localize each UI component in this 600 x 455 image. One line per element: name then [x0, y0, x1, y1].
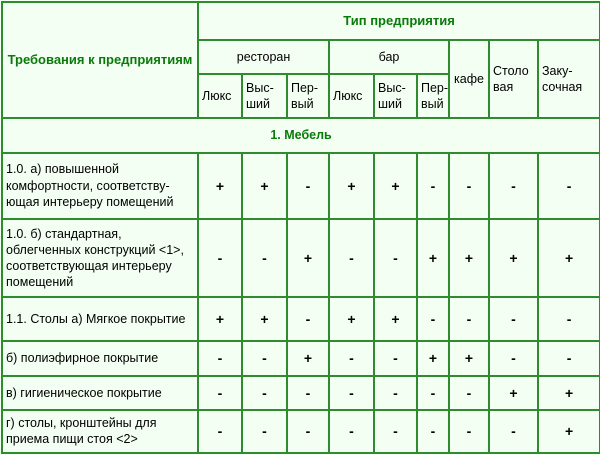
- table-cell: -: [489, 297, 538, 341]
- row-label: б) полиэфирное покрытие: [2, 341, 198, 375]
- table-cell: +: [489, 376, 538, 410]
- table-cell: -: [449, 410, 489, 453]
- table-cell: -: [198, 341, 242, 375]
- row-label: г) столы, кронштейны для приема пищи стоя <2>: [2, 410, 198, 453]
- bar-first-header: Пер-вый: [417, 74, 449, 118]
- table-cell: -: [329, 219, 374, 297]
- table-cell: -: [538, 341, 600, 375]
- bar-header: бар: [329, 40, 449, 74]
- table-cell: -: [449, 297, 489, 341]
- restaurant-first-header: Пер-вый: [287, 74, 329, 118]
- table-cell: -: [417, 410, 449, 453]
- row-label: 1.0. б) стандартная, облегченных конструкций <1>, соответствующая интерьеру помещений: [2, 219, 198, 297]
- table-cell: -: [287, 153, 329, 219]
- table-cell: +: [538, 376, 600, 410]
- table-row: [2, 297, 600, 341]
- table-cell: +: [449, 219, 489, 297]
- restaurant-header: ресторан: [198, 40, 329, 74]
- enterprise-type-header: Тип предприятия: [198, 2, 600, 40]
- table-cell: -: [538, 153, 600, 219]
- table-cell: +: [374, 153, 417, 219]
- table-row: [2, 219, 600, 297]
- table-cell: +: [242, 153, 287, 219]
- row-label: в) гигиеническое покрытие: [2, 376, 198, 410]
- bar-highest-header: Выс-ший: [374, 74, 417, 118]
- table-row: [2, 341, 600, 375]
- table-cell: -: [242, 219, 287, 297]
- table-cell: -: [489, 341, 538, 375]
- table-cell: -: [449, 153, 489, 219]
- row-label: 1.1. Столы а) Мягкое покрытие: [2, 297, 198, 341]
- table-cell: +: [329, 297, 374, 341]
- table-cell: -: [489, 410, 538, 453]
- table-cell: +: [374, 297, 417, 341]
- table-cell: -: [329, 410, 374, 453]
- table-cell: +: [538, 219, 600, 297]
- table-cell: +: [538, 410, 600, 453]
- table-cell: +: [329, 153, 374, 219]
- table-cell: -: [287, 297, 329, 341]
- requirements-header: Требования к предприятиям: [2, 2, 198, 118]
- table-cell: -: [449, 376, 489, 410]
- restaurant-highest-header: Выс-ший: [242, 74, 287, 118]
- table-cell: -: [374, 219, 417, 297]
- table-cell: +: [198, 153, 242, 219]
- requirements-table: [1, 1, 600, 454]
- table-cell: -: [198, 219, 242, 297]
- row-label: 1.0. а) повышенной комфортности, соответству-ющая интерьеру помещений: [2, 153, 198, 219]
- table-cell: -: [374, 410, 417, 453]
- table-cell: -: [374, 341, 417, 375]
- bar-lux-header: Люкс: [329, 74, 374, 118]
- canteen-header: Столо вая: [489, 40, 538, 118]
- table-cell: -: [287, 376, 329, 410]
- table-cell: -: [329, 341, 374, 375]
- snackbar-header: Заку-сочная: [538, 40, 600, 118]
- table-cell: +: [198, 297, 242, 341]
- table-cell: -: [287, 410, 329, 453]
- table-cell: -: [242, 376, 287, 410]
- table-cell: +: [489, 219, 538, 297]
- table-row: [2, 410, 600, 453]
- table-cell: -: [538, 297, 600, 341]
- table-cell: -: [329, 376, 374, 410]
- table-cell: -: [374, 376, 417, 410]
- table-cell: -: [242, 410, 287, 453]
- table-cell: +: [242, 297, 287, 341]
- table-cell: -: [417, 297, 449, 341]
- table-cell: -: [489, 153, 538, 219]
- table-cell: -: [417, 153, 449, 219]
- table-cell: +: [287, 341, 329, 375]
- table-row: [2, 376, 600, 410]
- table-cell: -: [242, 341, 287, 375]
- table-cell: +: [417, 219, 449, 297]
- cafe-header: кафе: [449, 40, 489, 118]
- table-cell: -: [198, 410, 242, 453]
- table-cell: +: [449, 341, 489, 375]
- table-row: [2, 153, 600, 219]
- table-cell: -: [417, 376, 449, 410]
- table-cell: -: [198, 376, 242, 410]
- section-title: 1. Мебель: [2, 118, 600, 152]
- restaurant-lux-header: Люкс: [198, 74, 242, 118]
- table-cell: +: [417, 341, 449, 375]
- table-cell: +: [287, 219, 329, 297]
